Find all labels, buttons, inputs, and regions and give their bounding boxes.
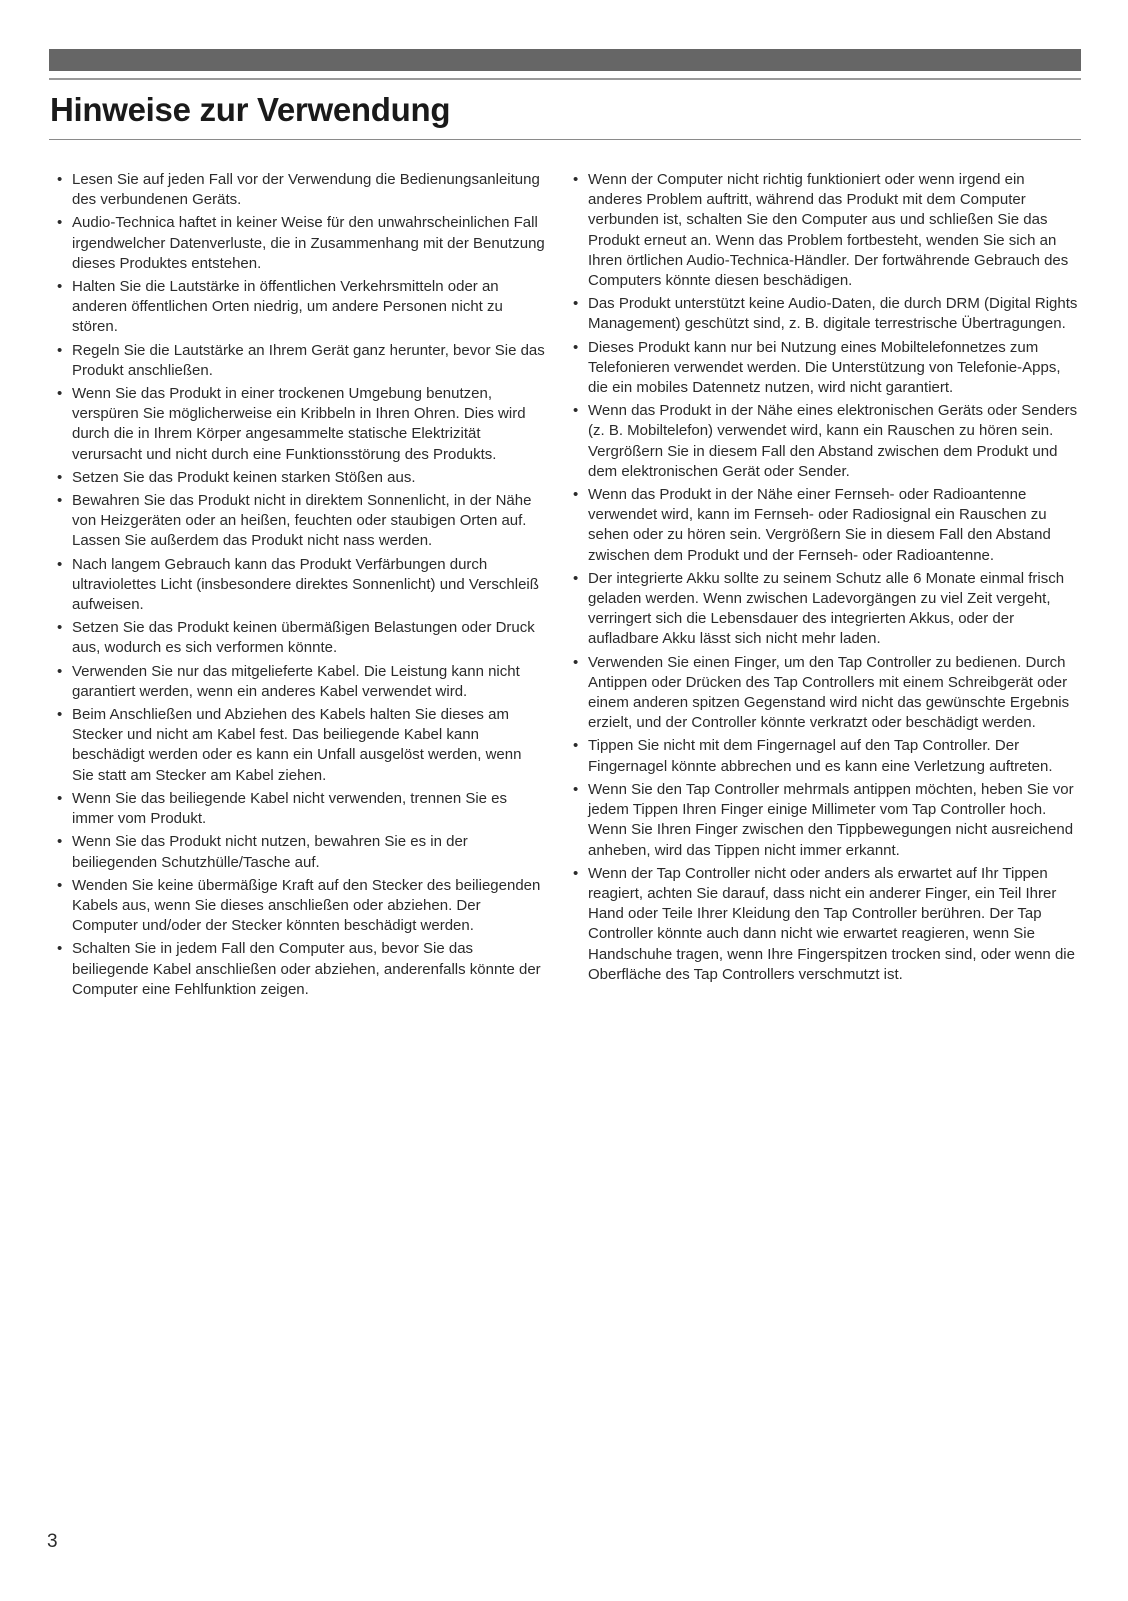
list-item-text: Halten Sie die Lautstärke in öffentlichen Verkehrsmitteln oder an anderen öffentlichen Orten niedrig, um andere Personen nicht zu stören. (72, 278, 503, 336)
list-item (55, 789, 547, 829)
list-item (571, 864, 1081, 985)
list-item-text: Schalten Sie in jedem Fall den Computer aus, bevor Sie das beiliegende Kabel anschließen oder abziehen, anderenfalls könnte der Computer eine Fehlfunktion zeigen. (72, 940, 541, 998)
notes-list-right (571, 170, 1081, 985)
list-item-text: Tippen Sie nicht mit dem Fingernagel auf den Tap Controller. Der Fingernagel könnte abbrechen und es kann eine Verletzung auftreten. (588, 737, 1053, 775)
list-item-text: Regeln Sie die Lautstärke an Ihrem Gerät ganz herunter, bevor Sie das Produkt anschließen. (72, 341, 545, 379)
list-item-text: Beim Anschließen und Abziehen des Kabels halten Sie dieses am Stecker und nicht am Kabel fest. Das beiliegende Kabel kann beschädigt werden oder es kann ein Unfall ausgelöst werden, wenn Sie statt am Stecker am Kabel ziehen. (72, 706, 522, 784)
list-item-text: Audio-Technica haftet in keiner Weise für den unwahrscheinlichen Fall irgendwelcher Datenverluste, die in Zusammenhang mit der Benutzung dieses Produktes entstehen. (72, 214, 545, 272)
list-item (55, 555, 547, 616)
list-item (571, 170, 1081, 291)
list-item-text: Wenden Sie keine übermäßige Kraft auf den Stecker des beiliegenden Kabels aus, wenn Sie dieses anschließen oder abziehen. Der Computer und/oder der Stecker könnten beschädigt werden. (72, 876, 541, 935)
left-column (55, 170, 547, 1003)
bullet-icon: • (573, 569, 579, 587)
bullet-icon: • (57, 468, 63, 486)
list-item (571, 569, 1081, 650)
list-item-text: Verwenden Sie einen Finger, um den Tap Controller zu bedienen. Durch Antippen oder Drücken des Tap Controllers mit einem Schreibgerät oder einem anderen spitzen Gegenstand wird nicht das gewünschte Ergebnis erzielt, und der Controller könnte verkratzt oder beschädigt werden. (588, 653, 1070, 732)
list-item (571, 338, 1081, 399)
list-item-text: Wenn Sie das Produkt nicht nutzen, bewahren Sie es in der beiliegenden Schutzhülle/Tasche auf. (72, 833, 468, 871)
list-item (55, 213, 547, 274)
bullet-icon: • (573, 486, 579, 504)
list-item-text: Der integrierte Akku sollte zu seinem Schutz alle 6 Monate einmal frisch geladen werden. Wenn zwischen Ladevorgängen zu viel Zeit vergeht, verringert sich die Lebensdauer des integrierten Akkus, oder der aufladbare Akku lässt sich nicht mehr laden. (588, 569, 1065, 648)
list-item (571, 294, 1081, 334)
header-rule (49, 78, 1081, 80)
list-item (55, 939, 547, 1000)
bullet-icon: • (57, 278, 63, 296)
bullet-icon: • (57, 492, 63, 510)
list-item (571, 653, 1081, 734)
right-column (571, 170, 1081, 988)
bullet-icon: • (573, 780, 579, 798)
bullet-icon: • (57, 662, 63, 680)
list-item-text: Wenn Sie das beiliegende Kabel nicht verwenden, trennen Sie es immer vom Produkt. (72, 789, 508, 828)
list-item-text: Dieses Produkt kann nur bei Nutzung eines Mobiltelefonnetzes zum Telefonieren verwendet werden. Die Unterstützung von Telefonie-Apps, die ein mobiles Datennetz nutzen, wird nicht garantiert. (588, 338, 1061, 397)
list-item (55, 468, 547, 488)
list-item (55, 491, 547, 552)
list-item-text: Wenn Sie den Tap Controller mehrmals antippen möchten, heben Sie vor jedem Tippen Ihren Finger einige Millimeter vom Tap Controller hoch. Wenn Sie Ihren Finger zwischen den Tippbewegungen nicht ausreichend anheben, wird das Tippen nicht immer erkannt. (588, 780, 1074, 859)
bullet-icon: • (57, 385, 63, 403)
list-item (55, 384, 547, 465)
list-item (55, 170, 547, 210)
list-item-text: Verwenden Sie nur das mitgelieferte Kabel. Die Leistung kann nicht garantiert werden, wenn ein anderes Kabel verwendet wird. (72, 662, 520, 700)
bullet-icon: • (573, 295, 579, 313)
list-item (55, 876, 547, 937)
list-item-text: Wenn das Produkt in der Nähe einer Fernseh- oder Radioantenne verwendet wird, kann im Fernseh- oder Radiosignal ein Rauschen zu sehen oder zu hören sein. Vergrößern Sie in diesem Fall den Abstand zwischen dem Produkt und der Fernseh- oder Radioantenne. (588, 486, 1051, 564)
bullet-icon: • (57, 706, 63, 724)
page-number: 3 (47, 1531, 58, 1552)
list-item-text: Nach langem Gebrauch kann das Produkt Verfärbungen durch ultraviolettes Licht (insbesondere direktes Sonnenlicht) und Verschleiß aufweisen. (72, 555, 539, 614)
bullet-icon: • (57, 341, 63, 359)
list-item (55, 705, 547, 786)
list-item (55, 662, 547, 702)
list-item-text: Lesen Sie auf jeden Fall vor der Verwendung die Bedienungsanleitung des verbundenen Geräts. (72, 171, 540, 209)
list-item (571, 401, 1081, 482)
list-item-text: Setzen Sie das Produkt keinen starken Stößen aus. (72, 468, 416, 486)
bullet-icon: • (573, 171, 579, 188)
notes-list-left (55, 170, 547, 1000)
list-item-text: Wenn Sie das Produkt in einer trockenen Umgebung benutzen, verspüren Sie möglicherweise ein Kribbeln in Ihren Ohren. Dies wird durch die in Ihrem Körper angesammelte statische Elektrizität verursacht und nicht durch eine Funktionsstörung des Produkts. (72, 385, 526, 463)
bullet-icon: • (57, 619, 63, 637)
list-item (571, 736, 1081, 776)
bullet-icon: • (57, 940, 63, 958)
list-item (571, 780, 1081, 861)
bullet-icon: • (573, 338, 579, 356)
list-item (571, 485, 1081, 566)
header-bar (49, 49, 1081, 71)
bullet-icon: • (573, 653, 579, 671)
bullet-icon: • (573, 402, 579, 420)
bullet-icon: • (57, 214, 63, 232)
list-item (55, 832, 547, 872)
bullet-icon: • (57, 171, 63, 188)
bullet-icon: • (57, 555, 63, 573)
list-item-text: Wenn der Computer nicht richtig funktioniert oder wenn irgend ein anderes Problem auftritt, während das Produkt mit dem Computer verbunden ist, schalten Sie den Computer aus und schließen Sie das Produkt erneut an. Wenn das Problem fortbesteht, wenden Sie sich an Ihren örtlichen Audio-Technica-Händler. Der fortwährende Gebrauch des Computers könnte diesen beschädigen. (588, 171, 1069, 290)
list-item-text: Wenn der Tap Controller nicht oder anders als erwartet auf Ihr Tippen reagiert, achten Sie darauf, dass nicht ein anderer Finger, ein Teil Ihrer Hand oder Teile Ihrer Kleidung den Tap Controller berühren. Der Tap Controller könnte auch dann nicht wie erwartet reagieren, wenn Sie Handschuhe tragen, wenn Ihre Fingerspitzen trocken sind, oder wenn die Oberfläche des Tap Controllers verschmutzt ist. (588, 864, 1075, 983)
list-item (55, 618, 547, 658)
list-item-text: Das Produkt unterstützt keine Audio-Daten, die durch DRM (Digital Rights Management) geschützt sind, z. B. digitale terrestrische Übertragungen. (588, 295, 1078, 333)
bullet-icon: • (573, 737, 579, 755)
list-item (55, 341, 547, 381)
bullet-icon: • (57, 833, 63, 851)
page-title: Hinweise zur Verwendung (50, 91, 451, 128)
list-item (55, 277, 547, 338)
list-item-text: Setzen Sie das Produkt keinen übermäßigen Belastungen oder Druck aus, wodurch es sich verformen könnte. (72, 619, 535, 657)
list-item-text: Wenn das Produkt in der Nähe eines elektronischen Geräts oder Senders (z. B. Mobiltelefon) verwendet wird, kann ein Rauschen zu hören sein. Vergrößern Sie in diesem Fall den Abstand zwischen dem Produkt und dem elektronischen Gerät oder Sender. (588, 402, 1078, 480)
bullet-icon: • (57, 789, 63, 807)
title-divider (49, 139, 1081, 140)
list-item-text: Bewahren Sie das Produkt nicht in direktem Sonnenlicht, in der Nähe von Heizgeräten oder an heißen, feuchten oder staubigen Orten auf. Lassen Sie außerdem das Produkt nicht nass werden. (72, 492, 532, 550)
bullet-icon: • (57, 876, 63, 894)
bullet-icon: • (573, 864, 579, 882)
